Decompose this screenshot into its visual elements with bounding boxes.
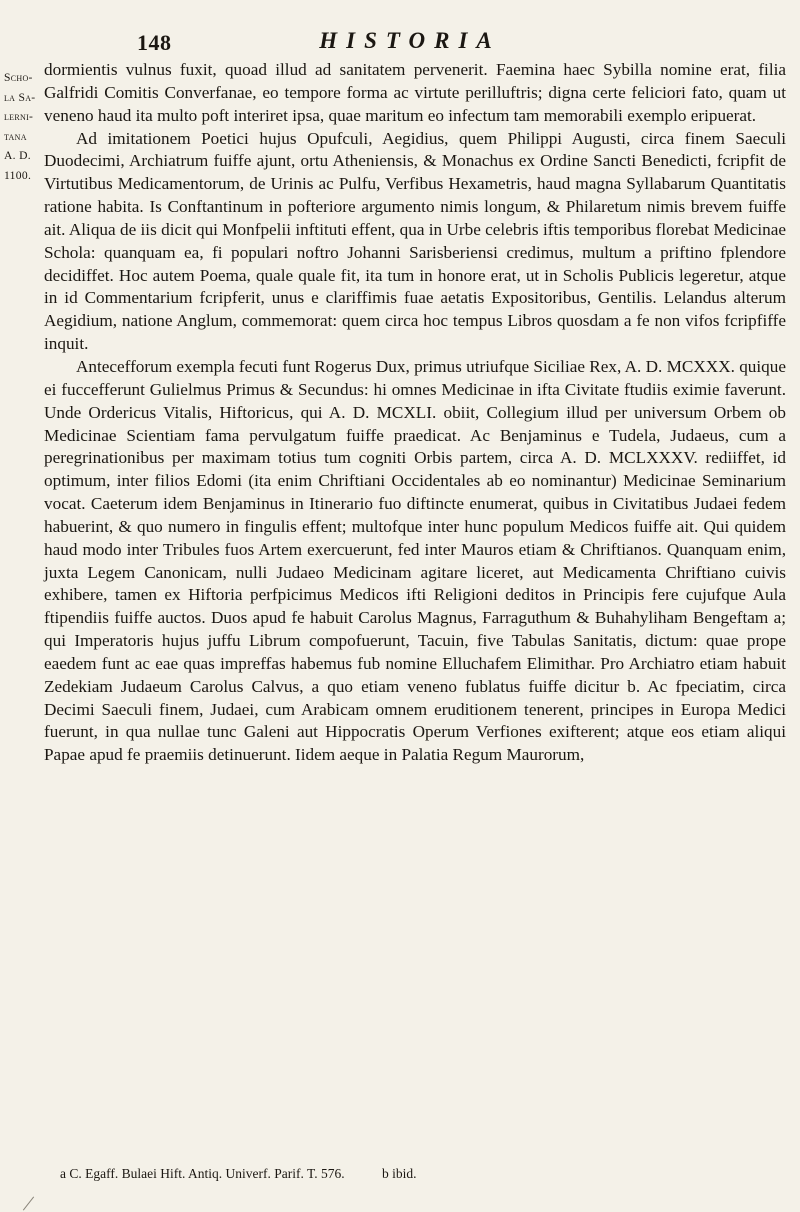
margin-note-line: A. D. bbox=[4, 149, 31, 162]
margin-note-line: tana bbox=[4, 129, 27, 143]
margin-note-line: lerni- bbox=[4, 110, 34, 123]
margin-note bbox=[4, 68, 44, 185]
footnotes bbox=[60, 1166, 780, 1182]
paragraph: dormientis vulnus fuxit, quoad illud ad sanitatem pervenerit. Faemina haec Sybilla nomine erat, filia Galfridi Comitis Converfanae, eo tempore forma ac virtute perilluftris; digna certe feliciori fato, quam ut veneno haud ita multo poft interiret ipsa, quae maritum eo infectum tam memorabili exemplo eripuerat. bbox=[44, 60, 786, 125]
paragraph: Antecefforum exempla fecuti funt Rogerus Dux, primus utriufque Siciliae Rex, A. D. MCXXX. quique ei fuccefferunt Gulielmus Primus & Secundus: hi omnes Medicinae in ifta Civitate ftudiis eximie faverunt. Unde Ordericus Vitalis, Hiftoricus, qui A. D. MCXLI. obiit, Collegium illud per universum Orbem ob Medicinae Scientiam fama pervulgatum fuiffe praedicat. Ac Benjaminus e Tudela, Judaeus, cum a peregrinationibus per maximam totius tum cogniti Orbis partem, circa A. D. MCLXXXV. rediiffet, id optimum, inter filios Edomi (ita enim Chriftiani Occidentales ab eo nominantur) Medicinae Seminarium vocat. Caeterum idem Benjaminus in Itinerario fuo diftincte enumerat, quibus in Civitatibus Judaei fedem habuerint, & quo numero in fingulis effent; multofque inter hunc populum Medicos fuiffe ait. Qui quidem haud modo inter Tribules fuos Artem exercuerunt, fed inter Mauros etiam & Chriftianos. Quanquam enim, juxta Legem Canonicam, nulli Judaeo Medicinam agitare liceret, aut Medicamenta Chriftiano cuivis exhibere, tamen ex Hiftoria perfpicimus Medicos ifti Religioni deditos in Principis fere cujufque Aula ftipendiis fuiffe auctos. Duos apud fe habuit Carolus Magnus, Farraguthum & Buhahyliham Bengeftam a; qui Imperatoris hujus juffu Librum compofuerunt, Tacuin, five Tabulas Sanitatis, dictum: quae prope eaedem funt ac eae quas impreffas habemus fub nomine Elluchafem Elimithar. Pro Archiatro etiam habuit Zedekiam Judaeum Carolus Calvus, a quo etiam veneno fublatus fuiffe dicitur b. Ac fpeciatim, circa Decimi Saeculi finem, Judaei, cum Arabicam omnem eruditionem tenerent, principes in Europa Medici fuerunt, in qua nullae tunc Galeni aut Hippocratis Operum Verfiones exifterent; atque eos etiam aliqui Papae apud fe praemiis detinuerunt. Iidem aeque in Palatia Regum Maurorum, bbox=[44, 356, 786, 765]
footnote-b: b ibid. bbox=[381, 1166, 417, 1181]
page-number: 148 bbox=[137, 30, 172, 55]
body-text bbox=[44, 59, 786, 767]
margin-note-line: la Sa- bbox=[4, 90, 36, 104]
margin-note-line: 1100. bbox=[4, 168, 32, 182]
page-mark bbox=[23, 1196, 34, 1210]
footnote-a: a C. Egaff. Bulaei Hift. Antiq. Univerf. Parif. T. 576. bbox=[60, 1166, 345, 1181]
margin-note-line: Scho- bbox=[4, 71, 33, 84]
paragraph: Ad imitationem Poetici hujus Opufculi, Aegidius, quem Philippi Augusti, circa finem Saeculi Duodecimi, Archiatrum fuiffe ajunt, ortu Atheniensis, & Monachus ex Ordine Sancti Benedicti, fcripfit de Virtutibus Medicamentorum, de Urinis ac Pulfu, Verfibus Hexametris, haud magna Syllabarum Quantitatis ratione habita. Is Conftantinum in pofteriore argumento nimis longum, & Philaretum nimis brevem fuiffe ait. Aliqua de iis dicit qui Monfpelii inftituti effent, qua in Urbe celebris iftis temporibus florebat Medicinae Schola: quanquam ea, fi populari noftro Johanni Sarisberiensi credimus, multum a priftino fplendore decidiffet. Hoc autem Poema, quale quale fit, ita tum in honore erat, ut in Scholis Publicis legeretur, atque in id Commentarium fcripferit, unus e clariffimis fuae aetatis Expositoribus, Gentilis. Lelandus alterum Aegidium, natione Anglum, commemorat: quem circa hoc tempus Libros quosdam a fe non vifos fcripfiffe inquit. bbox=[44, 128, 786, 354]
running-title: HISTORIA bbox=[319, 28, 501, 53]
